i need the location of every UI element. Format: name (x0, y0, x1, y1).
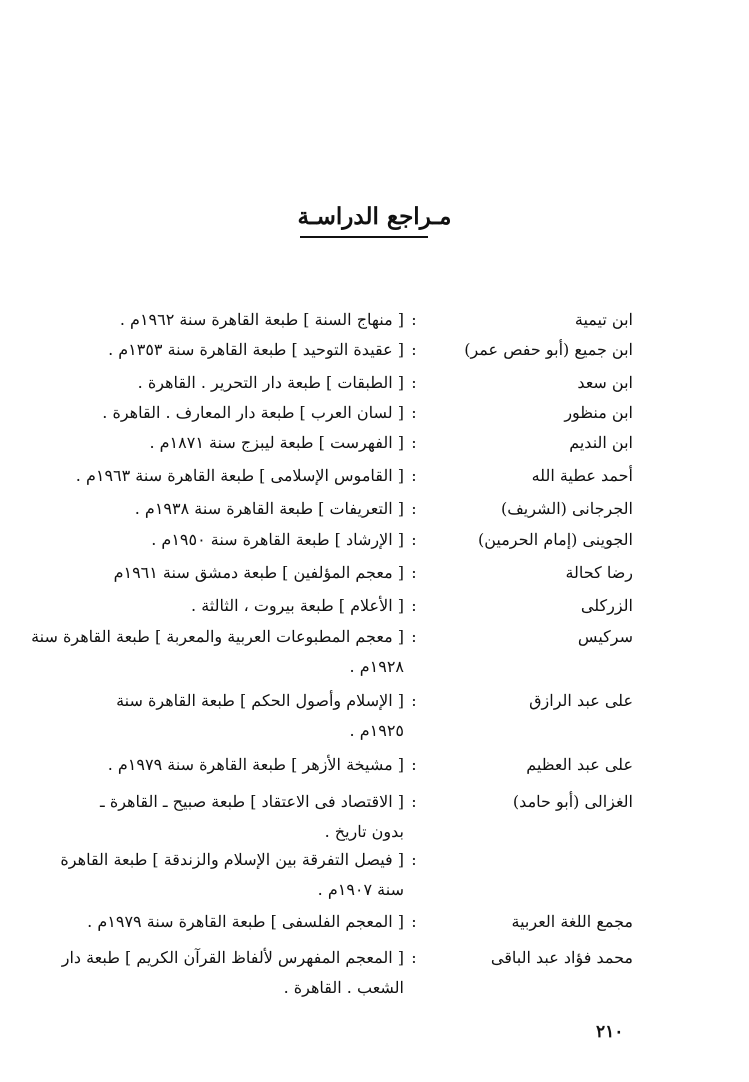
reference-author: ابن سعد (577, 373, 633, 392)
separator-colon: : (411, 340, 417, 359)
reference-line: [ لسان العرب ] طبعة دار المعارف . القاهرة . (102, 403, 404, 422)
reference-text (74, 558, 404, 588)
reference-line: [ فيصل التفرقة بين الإسلام والزندقة ] طبعة القاهرة (60, 850, 404, 869)
reference-author: مجمع اللغة العربية (511, 912, 633, 931)
reference-line: [ المعجم المفهرس لألفاظ القرآن الكريم ] طبعة دار (61, 948, 404, 967)
reference-line: [ منهاج السنة ] طبعة القاهرة سنة ١٩٦٢م . (119, 310, 404, 329)
reference-author: على عبد الرازق (529, 691, 633, 710)
reference-author: ابن تيمية (574, 310, 633, 329)
reference-author: ابن جميع (أبو حفص عمر) (464, 340, 633, 359)
reference-text (74, 591, 404, 621)
reference-text (74, 787, 404, 847)
separator-colon: : (411, 499, 417, 518)
reference-author: الجرجانى (الشريف) (500, 499, 633, 518)
reference-line: [ الإرشاد ] طبعة القاهرة سنة ١٩٥٠م . (151, 530, 404, 549)
separator-colon: : (411, 627, 417, 646)
reference-line: [ التعريفات ] طبعة القاهرة سنة ١٩٣٨م . (134, 499, 404, 518)
reference-text (74, 398, 404, 428)
separator-colon: : (411, 466, 417, 485)
page-title: مـراجع الدراسـة (297, 203, 452, 230)
separator-colon: : (411, 755, 417, 774)
reference-text (74, 428, 404, 458)
separator-colon: : (411, 433, 417, 452)
reference-text (74, 686, 404, 746)
reference-author: ابن النديم (569, 433, 633, 452)
reference-author: أحمد عطية الله (531, 466, 633, 485)
separator-colon: : (411, 563, 417, 582)
reference-line: الشعب . القاهرة . (283, 978, 404, 997)
separator-colon: : (411, 792, 417, 811)
reference-line: سنة ١٩٠٧م . (317, 880, 404, 899)
reference-line: [ عقيدة التوحيد ] طبعة القاهرة سنة ١٣٥٣م . (108, 340, 404, 359)
reference-author: ابن منظور (564, 403, 633, 422)
separator-colon: : (411, 850, 417, 869)
reference-author: سركيس (577, 627, 633, 646)
reference-author: محمد فؤاد عبد الباقى (490, 948, 633, 967)
separator-colon: : (411, 691, 417, 710)
reference-text (74, 305, 404, 335)
reference-author: الجوينى (إمام الحرمين) (477, 530, 633, 549)
reference-text (61, 943, 404, 1003)
reference-text (74, 368, 404, 398)
reference-line: ١٩٢٥م . (349, 721, 404, 740)
reference-line: [ الاقتصاد فى الاعتقاد ] طبعة صبيح ـ القاهرة ـ (100, 792, 404, 811)
reference-line: [ مشيخة الأزهر ] طبعة القاهرة سنة ١٩٧٩م . (107, 755, 404, 774)
reference-author: على عبد العظيم (526, 755, 633, 774)
reference-line: [ الإسلام وأصول الحكم ] طبعة القاهرة سنة (116, 691, 404, 710)
reference-text (31, 622, 404, 682)
separator-colon: : (411, 912, 417, 931)
reference-line: [ الطبقات ] طبعة دار التحرير . القاهرة . (137, 373, 404, 392)
reference-text (74, 750, 404, 780)
reference-text (60, 845, 404, 905)
reference-author: الزركلى (580, 596, 633, 615)
reference-text (74, 335, 404, 365)
reference-line: [ الأعلام ] طبعة بيروت ، الثالثة . (191, 596, 404, 615)
separator-colon: : (411, 373, 417, 392)
reference-line: [ القاموس الإسلامى ] طبعة القاهرة سنة ١٩٦٣م . (75, 466, 404, 485)
reference-line: بدون تاريخ . (324, 822, 404, 841)
reference-line: [ الفهرست ] طبعة ليبزج سنة ١٨٧١م . (149, 433, 404, 452)
reference-text (74, 461, 404, 491)
separator-colon: : (411, 403, 417, 422)
reference-author: الغزالى (أبو حامد) (512, 792, 633, 811)
reference-line: [ المعجم الفلسفى ] طبعة القاهرة سنة ١٩٧٩م . (87, 912, 404, 931)
reference-line: [ معجم المؤلفين ] طبعة دمشق سنة ١٩٦١م (113, 563, 404, 582)
reference-text (74, 907, 404, 937)
separator-colon: : (411, 310, 417, 329)
reference-text (74, 494, 404, 524)
page-number: ٢١٠ (596, 1022, 624, 1042)
separator-colon: : (411, 596, 417, 615)
reference-text (74, 525, 404, 555)
separator-colon: : (411, 948, 417, 967)
reference-line: [ معجم المطبوعات العربية والمعربة ] طبعة القاهرة سنة (31, 627, 404, 646)
reference-author: رضا كحالة (565, 563, 633, 582)
reference-line: ١٩٢٨م . (349, 657, 404, 676)
separator-colon: : (411, 530, 417, 549)
